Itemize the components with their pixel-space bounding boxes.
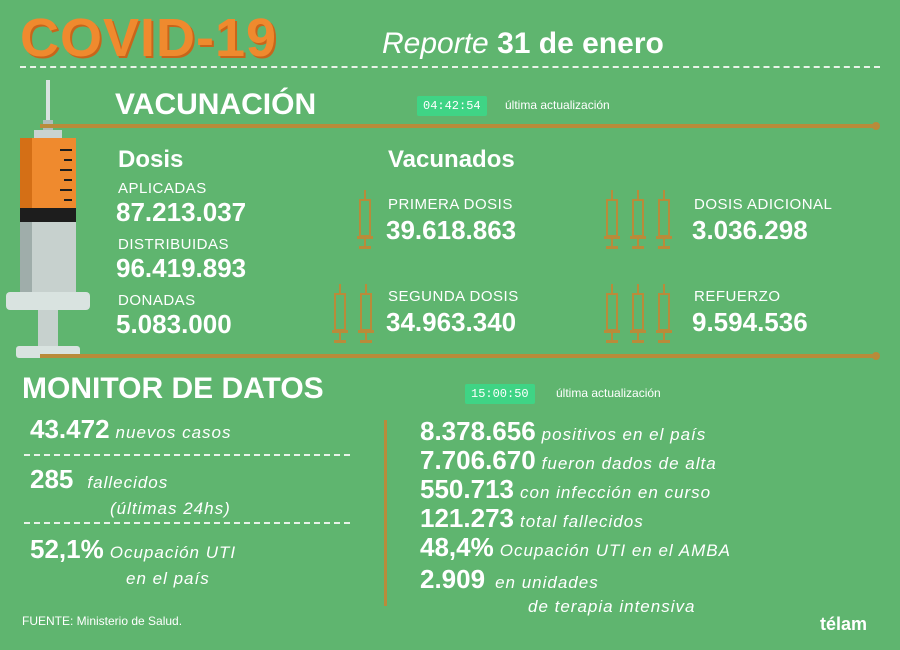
- monitor-time-badge: 15:00:50: [465, 384, 535, 404]
- terapia-text: en unidades: [495, 573, 599, 592]
- syringe-4-icon: [602, 284, 682, 344]
- donadas-value: 5.083.000: [116, 309, 232, 339]
- infeccion-value: 550.713: [420, 474, 514, 504]
- nuevos-casos-value: 43.472: [30, 414, 110, 444]
- fallecidos-text2: (últimas 24hs): [110, 499, 231, 518]
- total-fallecidos-row: [420, 503, 644, 534]
- total-fallecidos-text: total fallecidos: [519, 512, 644, 531]
- terapia-row-line2: [522, 588, 695, 619]
- syringe-2-icon: [330, 284, 380, 344]
- report-word: Reporte: [382, 27, 489, 60]
- segunda-dosis-label: SEGUNDA DOSIS: [388, 288, 519, 305]
- uti-amba-value: 48,4%: [420, 532, 494, 562]
- distribuidas-label: DISTRIBUIDAS: [118, 236, 230, 253]
- monitor-heading: MONITOR DE DATOS: [22, 372, 324, 405]
- primera-dosis-label: PRIMERA DOSIS: [388, 196, 513, 213]
- report-date-value: 31 de enero: [497, 27, 664, 60]
- aplicadas-value: 87.213.037: [116, 197, 247, 227]
- telam-logo: télam: [820, 614, 868, 634]
- fallecidos-value: 285: [30, 464, 74, 494]
- alta-row: [420, 445, 717, 476]
- aplicadas-label: APLICADAS: [118, 180, 207, 197]
- report-date: [382, 26, 664, 62]
- dosis-heading: Dosis: [118, 146, 184, 173]
- ocupacion-uti-text: Ocupación UTI: [109, 543, 237, 562]
- alta-text: fueron dados de alta: [541, 454, 717, 473]
- donadas-label: DONADAS: [118, 292, 196, 309]
- infeccion-text: con infección en curso: [519, 483, 712, 502]
- header-divider: [20, 66, 880, 68]
- vacunacion-time-badge: 04:42:54: [417, 96, 487, 116]
- dosis-adicional-label: DOSIS ADICIONAL: [694, 196, 833, 213]
- page-title: COVID-19: [20, 8, 278, 68]
- refuerzo-value: 9.594.536: [692, 307, 808, 337]
- uti-amba-row: [420, 532, 731, 563]
- syringe-illustration: [0, 80, 110, 365]
- fallecidos-text: fallecidos: [87, 473, 169, 492]
- uti-amba-text: Ocupación UTI en el AMBA: [499, 541, 731, 560]
- vacunacion-top-bar: [40, 124, 878, 128]
- total-fallecidos-value: 121.273: [420, 503, 514, 533]
- vacunacion-update-label: última actualización: [505, 98, 610, 112]
- fallecidos-row-line2: [104, 490, 231, 521]
- left-divider-1: [24, 454, 350, 456]
- terapia-value: 2.909: [420, 564, 486, 594]
- syringe-3-icon: [602, 190, 682, 250]
- dosis-adicional-value: 3.036.298: [692, 215, 808, 245]
- source-label: FUENTE: Ministerio de Salud.: [22, 614, 183, 628]
- nuevos-casos-text: nuevos casos: [115, 423, 232, 442]
- alta-value: 7.706.670: [420, 445, 536, 475]
- terapia-text2: de terapia intensiva: [528, 597, 696, 616]
- positivos-row: [420, 416, 706, 447]
- ocupacion-uti-row-line2: [120, 560, 210, 591]
- monitor-update-label: última actualización: [556, 386, 661, 400]
- positivos-text: positivos en el país: [541, 425, 707, 444]
- ocupacion-uti-text2: en el país: [126, 569, 210, 588]
- distribuidas-value: 96.419.893: [116, 253, 247, 283]
- primera-dosis-value: 39.618.863: [386, 215, 517, 245]
- ocupacion-uti-value: 52,1%: [30, 534, 104, 564]
- vacunacion-heading: VACUNACIÓN: [115, 88, 317, 121]
- monitor-vertical-divider: [384, 420, 387, 606]
- vacunados-heading: Vacunados: [388, 146, 515, 173]
- vacunacion-bottom-bar: [40, 354, 878, 358]
- segunda-dosis-value: 34.963.340: [386, 307, 517, 337]
- refuerzo-label: REFUERZO: [694, 288, 781, 305]
- infeccion-row: [420, 474, 711, 505]
- positivos-value: 8.378.656: [420, 416, 536, 446]
- nuevos-casos-row: [30, 414, 231, 445]
- syringe-1-icon: [355, 190, 377, 250]
- left-divider-2: [24, 522, 350, 524]
